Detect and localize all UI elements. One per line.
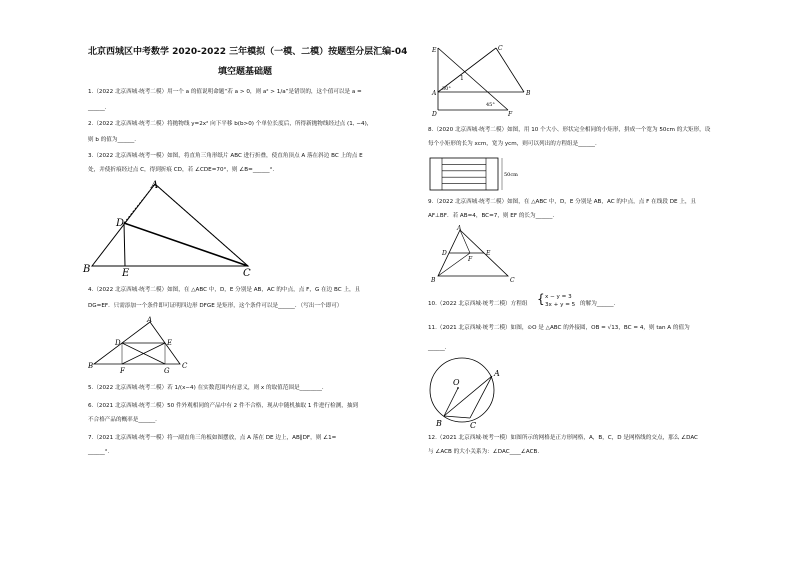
q10-eq2: 3x + y = 5 [545,302,576,308]
q10-eq1: x − y = 3 [545,294,572,300]
fig3-label-c: C [243,268,251,278]
figure-q4 [88,316,198,376]
fig9-label-b: B [431,277,436,284]
fig4-label-d: D [115,339,121,347]
fig4-label-f: F [120,367,125,375]
fig11-label-b: B [436,419,442,428]
fig9-label-a: A [457,225,462,232]
fig4-label-e: E [167,339,173,347]
fig7-angle-45: 45° [486,102,495,108]
q12-text: 12.（2021 北京西城·统考一模）如图所示的网格是正方形网格，A，B，C，D 是网格线的交点，那么 ∠DAC [428,435,698,441]
q4-text: 4.（2022 北京西城·统考二模）如图，在 △ABC 中，D，E 分别是 AB，AC 的中点，点 F，G 在边 BC 上，且 [88,287,361,293]
doc-title: 北京西城区中考数学 2020-2022 三年模拟（一模、二模）按题型分层汇编-04 [88,47,408,57]
fig9-label-f: F [468,256,473,263]
fig4-label-g: G [164,367,170,375]
fig7-label-f: F [508,111,513,118]
q3-text: 3.（2022 北京西城·统考一模）如图，将直角三角形纸片 ABC 进行折叠，使直角顶点 A 落在斜边 BC 上的点 E [88,153,363,159]
fig9-label-c: C [510,277,515,284]
q11-text: 11.（2021 北京西城·统考二模）如图，⊙O 是 △ABC 的外接圆，OB = √13，BC = 4，则 tan A 的值为 [428,325,690,331]
q2-text-2: 则 b 的值为______. [88,137,137,143]
fig7-label-e: E [432,47,437,54]
q3-text-2: 处，并使折痕经过点 C，得到折痕 CD，若 ∠CDE=70°，则 ∠B=______°. [88,167,275,173]
q4-text-2: DG=EF．只需添加一个条件即可证明四边形 DFGE 是矩形，这个条件可以是______．（写出一个即可） [88,303,343,309]
figure-q11 [420,352,510,432]
q12-text-2: 与 ∠ACB 的大小关系为：∠DAC____∠ACB. [428,449,540,455]
fig7-label-c: C [498,45,503,52]
q6-text: 6.（2021 北京西城·统考二模）50 件外观相同的产品中有 2 件不合格，现从中随机抽取 1 件进行检测，抽到 [88,403,359,409]
fig3-label-b: B [83,264,91,275]
q7-text: 7.（2021 北京西城·统考一模）将一副直角三角板如图摆放，点 A 落在 DE 边上，AB∥DF，则 ∠1= [88,435,337,441]
q8-text: 8.（2020 北京西城·统考二模）如图，用 10 个大小、形状完全相同的小矩形，拼成一个宽为 50cm 的大矩形，设 [428,127,711,133]
q9-text-2: AF⊥BF．若 AB=4，BC=7，则 EF 的长为______. [428,213,555,219]
figure-q8 [428,154,528,196]
q9-text: 9.（2022 北京西城·统考二模）如图，在 △ABC 中，D，E 分别是 AB，AC 的中点，点 F 在线段 DE 上，且 [428,199,697,205]
q10-text-2: 的解为______. [580,301,616,307]
q1-text: 1.（2022 北京西城·统考二模）用一个 a 的值说明命题“若 a > 0，则 a² > 1/a”是错误的，这个值可以是 a = [88,89,362,95]
fig9-label-e: E [486,250,491,257]
fig4-label-b: B [88,362,94,370]
fig3-label-d: D [116,218,125,229]
fig9-label-d: D [442,250,447,257]
fig3-label-e: E [122,268,130,278]
q5-text: 5.（2022 北京西城·统考二模）若 1/(x−4) 在实数范围内有意义，则 x 的取值范围是________. [88,385,324,391]
q1-blank: ______. [88,105,107,111]
fig4-label-a: A [147,316,153,324]
q2-text: 2.（2022 北京西城·统考二模）将抛物线 y=2x² 向下平移 b(b>0) 个单位长度后，所得新抛物线经过点 (1, −4)， [88,121,373,127]
fig4-label-c: C [182,362,188,370]
fig7-label-a: A [432,90,437,97]
fig7-angle-30: 30° [442,86,451,92]
figure-q7 [428,40,548,120]
figure-q3 [80,178,260,278]
fig11-label-c: C [470,421,477,430]
fig11-label-a: A [494,369,500,378]
doc-subtitle: 填空题基础题 [218,67,273,77]
fig11-label-o: O [453,378,460,387]
q10-brace: { [537,292,545,306]
fig3-label-a: A [151,180,159,191]
q6-text-2: 不合格产品的概率是______. [88,417,157,423]
q11-text-2: ______. [428,345,447,351]
q8-text-2: 每个小矩形的长为 xcm，宽为 ycm，则可以列出的方程组是______. [428,141,597,147]
fig7-label-b: B [526,90,531,97]
figure-q9 [428,224,518,284]
q7-text-2: ______°. [88,449,110,455]
q10-text: 10.（2022 北京西城·统考二模）方程组 [428,301,528,307]
fig7-label-one: 1 [460,75,464,82]
fig8-dim-label: 50cm [504,172,518,178]
fig7-label-d: D [432,111,437,118]
